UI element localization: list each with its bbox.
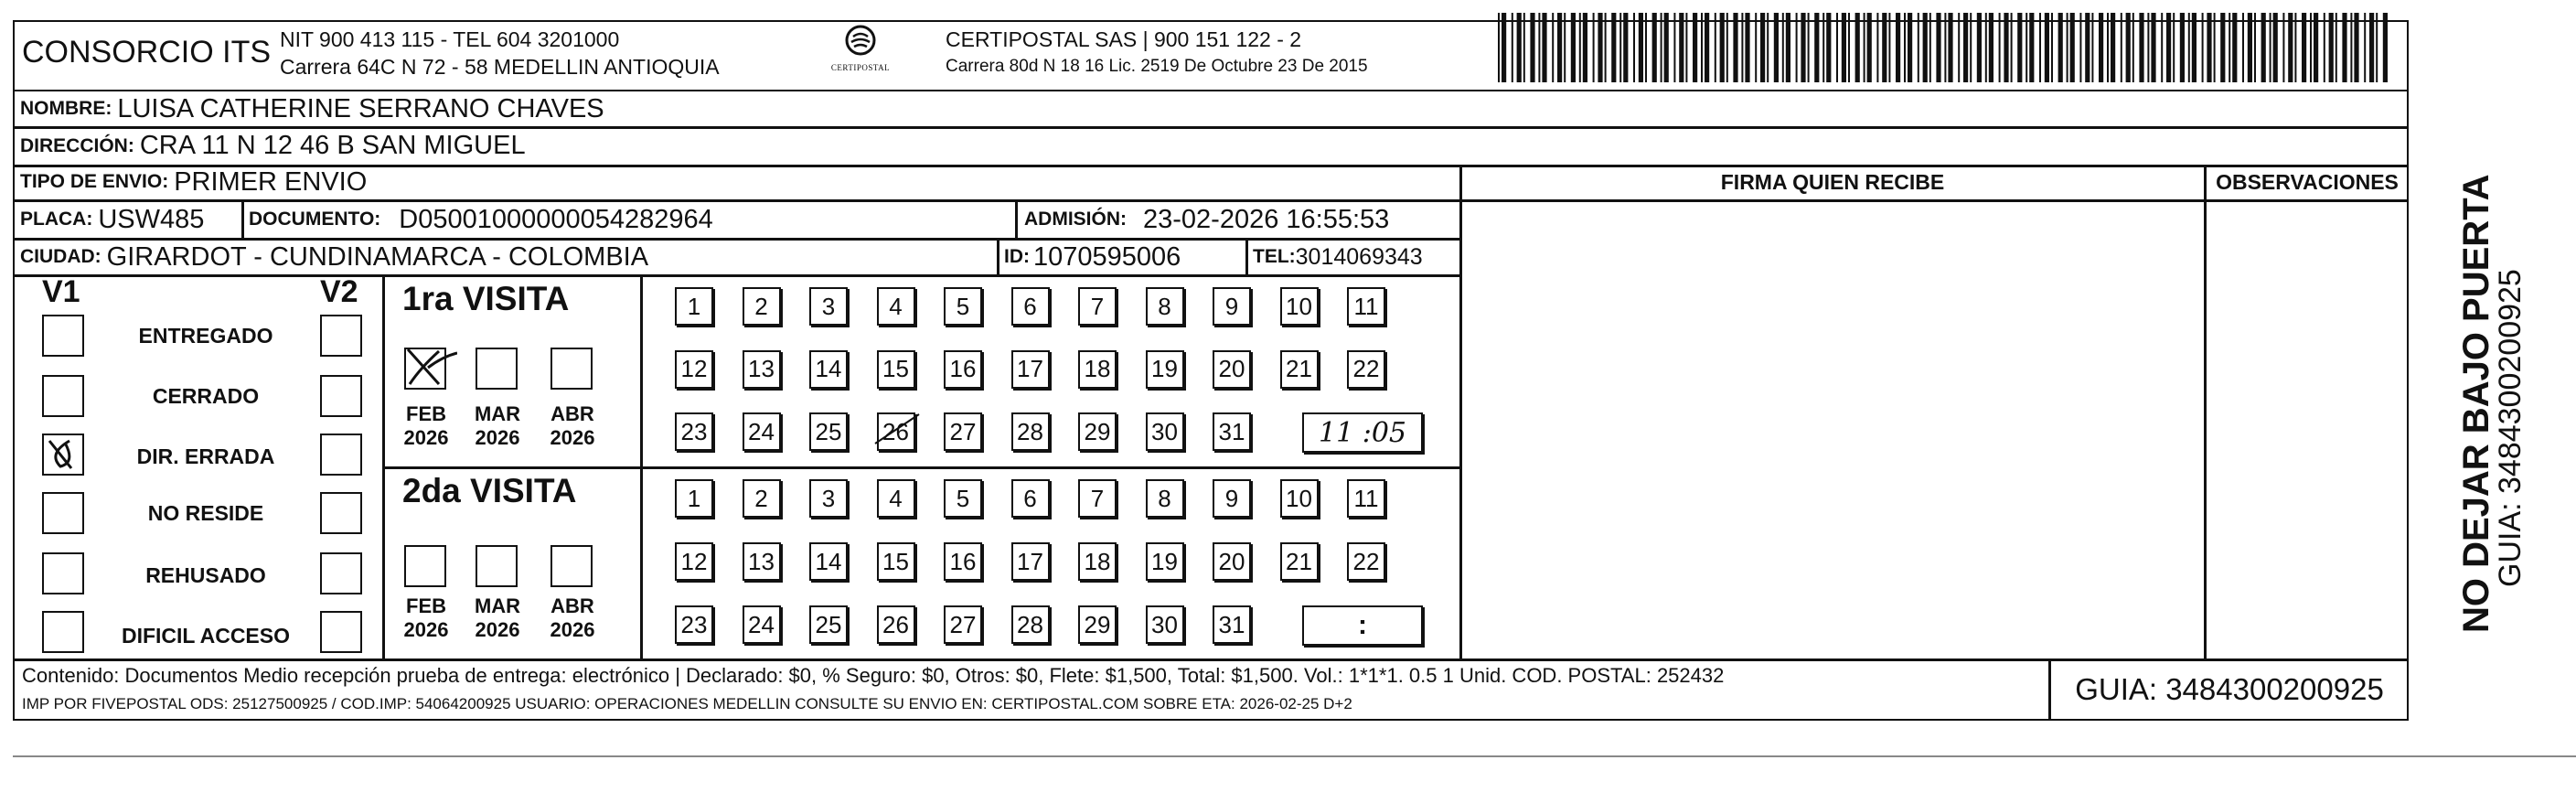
company-address: Carrera 64C N 72 - 58 MEDELLIN ANTIOQUIA (280, 55, 720, 79)
v1-no-reside-checkbox[interactable] (42, 492, 84, 534)
barcode-bar (2214, 13, 2216, 82)
tel-value: 3014069343 (1295, 243, 1423, 270)
barcode-bar (2220, 13, 2225, 82)
barcode-bar (1633, 13, 1635, 82)
check-mark-icon (44, 435, 82, 474)
visit2-title: 2da VISITA (402, 472, 577, 509)
visit1-mar-label: MAR 2026 (474, 402, 521, 449)
visit1-title: 1ra VISITA (402, 280, 570, 317)
visit2-day-10[interactable]: 10 (1280, 479, 1319, 518)
barcode-bar (1999, 13, 2001, 82)
barcode-bar (2099, 13, 2103, 82)
visit2-time-value: : (1358, 610, 1367, 640)
strike-mark-icon (871, 411, 923, 447)
barcode-bar (2261, 13, 2266, 82)
barcode-bar (1888, 13, 1890, 82)
barcode-bar (1564, 13, 1566, 82)
barcode-bar (2121, 13, 2122, 82)
barcode-bar (2310, 13, 2312, 82)
barcode-bar (2045, 13, 2049, 82)
documento-value: D05001000000054282964 (399, 204, 713, 234)
barcode-bar (1767, 13, 1769, 82)
side-warning: NO DEJAR BAJO PUERTA (2456, 174, 2496, 633)
barcode-bar (1801, 13, 1805, 82)
documento-label: DOCUMENTO: (249, 209, 381, 230)
v2-dificil-acceso-checkbox[interactable] (320, 611, 362, 653)
barcode-bar (2011, 13, 2013, 82)
certipostal-logo (819, 24, 902, 79)
barcode-bar (1826, 13, 1831, 82)
barcode-bar (2180, 13, 2185, 82)
barcode-bar (1855, 13, 1860, 82)
barcode-bar (2282, 13, 2284, 82)
visit1-day-28[interactable]: 28 (1011, 412, 1050, 451)
placa-value: USW485 (98, 204, 205, 234)
visit1-day-8[interactable]: 8 (1146, 287, 1184, 326)
barcode-bar (1623, 13, 1628, 82)
barcode-bar (2242, 13, 2244, 82)
visit1-day-25[interactable]: 25 (809, 412, 848, 451)
barcode-bar (2147, 13, 2149, 82)
barcode-bar (1936, 13, 1940, 82)
barcode-bar (1502, 13, 1506, 82)
visit1-day-22[interactable]: 22 (1347, 350, 1385, 389)
barcode-bar (1701, 13, 1703, 82)
barcode-bar (2026, 13, 2027, 82)
visit2-day-23[interactable]: 23 (675, 605, 713, 644)
barcode-bar (1977, 13, 1982, 82)
visit2-day-9[interactable]: 9 (1213, 479, 1251, 518)
visit2-day-2[interactable]: 2 (743, 479, 781, 518)
barcode-bar (1639, 13, 1643, 82)
barcode-bar (1542, 13, 1546, 82)
placa-row (20, 200, 204, 239)
visit2-day-6[interactable]: 6 (1011, 479, 1050, 518)
id-value: 1070595006 (1033, 241, 1181, 272)
visit2-day-19[interactable]: 19 (1146, 542, 1184, 581)
barcode-bar (2254, 13, 2256, 82)
visit2-abr-label: ABR 2026 (550, 594, 595, 641)
nit-line: NIT 900 413 115 - TEL 604 3201000 (280, 27, 620, 51)
barcode-bar (2132, 13, 2134, 82)
visit1-mar-checkbox[interactable] (476, 348, 518, 390)
barcode-bar (2017, 13, 2022, 82)
footer-guia: GUIA: 3484300200925 (2075, 672, 2384, 706)
barcode-bar (1673, 13, 1675, 82)
barcode-bar (2085, 13, 2090, 82)
barcode-bar (2029, 13, 2034, 82)
ciudad-label: CIUDAD: (20, 246, 102, 267)
barcode-bar (1796, 13, 1798, 82)
ciudad-value: GIRARDOT - CUNDINAMARCA - COLOMBIA (106, 241, 649, 272)
visit1-time-box[interactable] (1302, 412, 1423, 453)
visit1-day-20[interactable]: 20 (1213, 350, 1251, 389)
barcode-bar (1733, 13, 1737, 82)
barcode-bar (2336, 13, 2337, 82)
barcode-bar (1715, 13, 1716, 82)
barcode-bar (1814, 13, 1819, 82)
visit1-day-11[interactable]: 11 (1347, 287, 1385, 326)
visit2-day-1[interactable]: 1 (675, 479, 713, 518)
admision-label: ADMISIÓN: (1024, 209, 1127, 230)
visit2-day-22[interactable]: 22 (1347, 542, 1385, 581)
v1-entregado-checkbox[interactable] (42, 315, 84, 357)
barcode-bar (1705, 13, 1709, 82)
nombre-label: NOMBRE: (20, 98, 112, 119)
tel-row (1253, 239, 1423, 275)
v2-label: V2 (320, 274, 358, 309)
nombre-value: LUISA CATHERINE SERRANO CHAVES (117, 93, 604, 123)
visit2-day-21[interactable]: 21 (1280, 542, 1319, 581)
visit1-abr-label: ABR 2026 (550, 402, 595, 449)
barcode-bar (1523, 13, 1525, 82)
carrier-address: Carrera 80d N 18 16 Lic. 2519 De Octubre 23 De 2015 (946, 57, 1368, 76)
admision-value: 23-02-2026 16:55:53 (1143, 204, 1390, 234)
barcode-bar (2067, 13, 2068, 82)
barcode-bar (2173, 13, 2175, 82)
direccion-value: CRA 11 N 12 46 B SAN MIGUEL (139, 131, 526, 160)
barcode-bar (1593, 13, 1595, 82)
barcode-bar (2324, 13, 2325, 82)
barcode-bar (1896, 13, 1900, 82)
barcode-bar (2004, 13, 2008, 82)
barcode-bar (2302, 13, 2306, 82)
barcode-bar (1786, 13, 1790, 82)
visit1-day-21[interactable]: 21 (1280, 350, 1319, 389)
visit2-feb-label: FEB 2026 (403, 594, 449, 641)
visit1-day-9[interactable]: 9 (1213, 287, 1251, 326)
admision-row (1024, 200, 1389, 239)
barcode-bar (2376, 13, 2378, 82)
barcode-bar (1552, 13, 1554, 82)
visit2-feb-checkbox[interactable] (404, 545, 446, 587)
barcode-bar (1685, 13, 1687, 82)
barcode-bar (2126, 13, 2131, 82)
visit2-day-27[interactable]: 27 (944, 605, 982, 644)
placa-label: PLACA: (20, 209, 93, 230)
barcode-bar (1963, 13, 1968, 82)
visit2-day-16[interactable]: 16 (944, 542, 982, 581)
barcode-bar (2369, 13, 2374, 82)
visit2-day-12[interactable]: 12 (675, 542, 713, 581)
tel-label: TEL: (1253, 246, 1296, 267)
barcode-bar (1498, 13, 1500, 82)
barcode-bar (2166, 13, 2171, 82)
barcode-bar (1989, 13, 1993, 82)
visit2-abr-checkbox[interactable] (550, 545, 593, 587)
visit1-day-13[interactable]: 13 (743, 350, 781, 389)
barcode-bar (1611, 13, 1616, 82)
tipo-value: PRIMER ENVIO (174, 166, 368, 197)
visit1-day-2[interactable]: 2 (743, 287, 781, 326)
barcode-bar (2070, 13, 2075, 82)
footer-contents: Contenido: Documentos Medio recepción prueba de entrega: electrónico | Declarado: $0, % Seguro: $0, Otros: $0, Flete: $1,500, Total: $1,500. Vol.: 1*1*1. 0.5 1 Unid. COD. POSTAL: 252432 (22, 664, 1725, 687)
barcode-bar (1970, 13, 1972, 82)
id-label: ID: (1004, 246, 1030, 267)
v2-cerrado-checkbox[interactable] (320, 375, 362, 417)
barcode-bar (1538, 13, 1540, 82)
barcode-bar (1652, 13, 1657, 82)
barcode-bar (1720, 13, 1725, 82)
barcode-bar (2288, 13, 2293, 82)
visit1-day-4[interactable]: 4 (877, 287, 915, 326)
barcode-bar (1836, 13, 1838, 82)
status-no-reside: NO RESIDE (147, 501, 264, 525)
barcode-bar (2383, 13, 2388, 82)
footer-print-info: IMP POR FIVEPOSTAL ODS: 25127500925 / COD.IMP: 54064200925 USUARIO: OPERACIONES MEDELLIN CONSULTE SU ENVIO EN: CERTIPOSTAL.COM SOBRE ETA: 2026-02-25 D+2 (22, 695, 1352, 712)
barcode-bar (1908, 13, 1912, 82)
barcode-bar (1774, 13, 1779, 82)
visit1-time-value: 11 :05 (1319, 416, 1406, 449)
v1-cerrado-checkbox[interactable] (42, 375, 84, 417)
visit1-day-24[interactable]: 24 (743, 412, 781, 451)
barcode-bar (1760, 13, 1765, 82)
logo-icon (840, 24, 881, 60)
v2-rehusado-checkbox[interactable] (320, 552, 362, 594)
visit2-day-11[interactable]: 11 (1347, 479, 1385, 518)
visit1-day-12[interactable]: 12 (675, 350, 713, 389)
visit1-day-6[interactable]: 6 (1011, 287, 1050, 326)
visit2-day-20[interactable]: 20 (1213, 542, 1251, 581)
visit2-day-5[interactable]: 5 (944, 479, 982, 518)
barcode-bar (1605, 13, 1607, 82)
barcode-bar (2091, 13, 2093, 82)
barcode-bar (1882, 13, 1887, 82)
barcode (1498, 13, 2394, 84)
visit1-day-23[interactable]: 23 (675, 412, 713, 451)
barcode-bar (2314, 13, 2318, 82)
barcode-bar (1864, 13, 1865, 82)
barcode-bar (1679, 13, 1683, 82)
barcode-bar (2207, 13, 2211, 82)
barcode-bar (1664, 13, 1669, 82)
barcode-bar (2270, 13, 2271, 82)
v2-entregado-checkbox[interactable] (320, 315, 362, 357)
nombre-row (20, 91, 604, 127)
direccion-label: DIRECCIÓN: (20, 134, 134, 156)
barcode-bar (2079, 13, 2081, 82)
visit1-abr-checkbox[interactable] (550, 348, 593, 390)
barcode-bar (1619, 13, 1621, 82)
barcode-bar (1661, 13, 1662, 82)
barcode-bar (2058, 13, 2063, 82)
barcode-bar (1848, 13, 1850, 82)
barcode-bar (1944, 13, 1946, 82)
visit2-day-29[interactable]: 29 (1078, 605, 1117, 644)
barcode-bar (2364, 13, 2366, 82)
barcode-bar (1842, 13, 1846, 82)
visit1-feb-label: FEB 2026 (403, 402, 449, 449)
visit2-day-7[interactable]: 7 (1078, 479, 1117, 518)
barcode-bar (1923, 13, 1928, 82)
visit2-time-box[interactable] (1302, 605, 1423, 646)
status-dificil-acceso: DIFICIL ACCESO (121, 624, 290, 648)
v1-dir-errada-checkbox[interactable] (42, 434, 84, 476)
barcode-bar (2202, 13, 2204, 82)
visit2-mar-checkbox[interactable] (476, 545, 518, 587)
visit2-day-15[interactable]: 15 (877, 542, 915, 581)
visit2-day-3[interactable]: 3 (809, 479, 848, 518)
barcode-bar (2188, 13, 2190, 82)
visit1-day-10[interactable]: 10 (1280, 287, 1319, 326)
visit2-day-8[interactable]: 8 (1146, 479, 1184, 518)
barcode-bar (1904, 13, 1906, 82)
barcode-bar (2039, 13, 2041, 82)
barcode-bar (1755, 13, 1757, 82)
barcode-bar (2192, 13, 2197, 82)
barcode-bar (2294, 13, 2296, 82)
barcode-bar (1512, 13, 1513, 82)
barcode-bar (2273, 13, 2278, 82)
observaciones-label: OBSERVACIONES (2216, 170, 2399, 194)
visit2-day-28[interactable]: 28 (1011, 605, 1050, 644)
ciudad-row (20, 239, 648, 275)
visit2-day-24[interactable]: 24 (743, 605, 781, 644)
visit2-day-26[interactable]: 26 (877, 605, 915, 644)
barcode-bar (1583, 13, 1587, 82)
barcode-bar (1867, 13, 1872, 82)
barcode-bar (1985, 13, 1987, 82)
visit2-day-30[interactable]: 30 (1146, 605, 1184, 644)
visit1-day-26[interactable]: 26 (877, 412, 915, 451)
visit1-feb-checkbox[interactable] (404, 348, 446, 390)
visit1-day-3[interactable]: 3 (809, 287, 848, 326)
visit2-day-31[interactable]: 31 (1213, 605, 1251, 644)
visit1-day-31[interactable]: 31 (1213, 412, 1251, 451)
visit1-day-17[interactable]: 17 (1011, 350, 1050, 389)
barcode-bar (2161, 13, 2163, 82)
barcode-bar (1782, 13, 1784, 82)
status-cerrado: CERRADO (152, 384, 260, 408)
visit1-day-30[interactable]: 30 (1146, 412, 1184, 451)
barcode-bar (2248, 13, 2252, 82)
tipo-label: TIPO DE ENVIO: (20, 171, 169, 192)
visit1-day-16[interactable]: 16 (944, 350, 982, 389)
v1-rehusado-checkbox[interactable] (42, 552, 84, 594)
v2-no-reside-checkbox[interactable] (320, 492, 362, 534)
barcode-bar (1822, 13, 1824, 82)
barcode-bar (1958, 13, 1960, 82)
barcode-bar (1808, 13, 1810, 82)
visit2-day-4[interactable]: 4 (877, 479, 915, 518)
documento-row (249, 200, 713, 239)
id-row (1004, 239, 1181, 275)
barcode-bar (1693, 13, 1697, 82)
barcode-bar (1745, 13, 1749, 82)
side-guia: GUIA: 3484300200925 (2493, 269, 2528, 587)
barcode-bar (1741, 13, 1743, 82)
barcode-bar (2232, 13, 2237, 82)
visit1-day-14[interactable]: 14 (809, 350, 848, 389)
barcode-bar (1645, 13, 1647, 82)
barcode-bar (2229, 13, 2230, 82)
tipo-row (20, 165, 367, 199)
status-entregado: ENTREGADO (138, 324, 273, 348)
logo-text: CERTIPOSTAL (830, 63, 891, 72)
bottom-edge-line (13, 755, 2576, 757)
v1-dificil-acceso-checkbox[interactable] (42, 611, 84, 653)
visit2-day-13[interactable]: 13 (743, 542, 781, 581)
barcode-bar (2151, 13, 2155, 82)
barcode-bar (1571, 13, 1576, 82)
barcode-bar (1948, 13, 1952, 82)
status-dir-errada: DIR. ERRADA (136, 444, 275, 468)
v2-dir-errada-checkbox[interactable] (320, 434, 362, 476)
barcode-bar (2329, 13, 2334, 82)
cross-mark-icon (402, 344, 457, 386)
barcode-bar (1876, 13, 1878, 82)
visit2-day-25[interactable]: 25 (809, 605, 848, 644)
visit1-day-5[interactable]: 5 (944, 287, 982, 326)
barcode-bar (2354, 13, 2358, 82)
visit1-day-1[interactable]: 1 (675, 287, 713, 326)
visit1-day-29[interactable]: 29 (1078, 412, 1117, 451)
v1-label: V1 (42, 274, 80, 309)
barcode-bar (2350, 13, 2352, 82)
visit2-day-14[interactable]: 14 (809, 542, 848, 581)
barcode-bar (1557, 13, 1562, 82)
visit2-mar-label: MAR 2026 (474, 594, 521, 641)
barcode-bar (1579, 13, 1581, 82)
visit1-day-7[interactable]: 7 (1078, 287, 1117, 326)
direccion-row (20, 127, 526, 165)
visit1-day-15[interactable]: 15 (877, 350, 915, 389)
barcode-bar (2107, 13, 2109, 82)
barcode-bar (1929, 13, 1931, 82)
barcode-bar (2139, 13, 2143, 82)
barcode-bar (2111, 13, 2115, 82)
carrier-line: CERTIPOSTAL SAS | 900 151 122 - 2 (946, 27, 1302, 51)
barcode-bar (1598, 13, 1602, 82)
barcode-bar (1726, 13, 1728, 82)
barcode-bar (2051, 13, 2053, 82)
firma-label: FIRMA QUIEN RECIBE (1720, 170, 1945, 194)
barcode-bar (1517, 13, 1522, 82)
visit1-day-27[interactable]: 27 (944, 412, 982, 451)
barcode-bar (1530, 13, 1534, 82)
visit1-day-19[interactable]: 19 (1146, 350, 1184, 389)
status-rehusado: REHUSADO (145, 563, 266, 587)
visit2-day-18[interactable]: 18 (1078, 542, 1117, 581)
visit2-day-17[interactable]: 17 (1011, 542, 1050, 581)
visit1-day-18[interactable]: 18 (1078, 350, 1117, 389)
barcode-bar (1918, 13, 1919, 82)
company-name: CONSORCIO ITS (22, 35, 272, 70)
barcode-bar (2342, 13, 2346, 82)
